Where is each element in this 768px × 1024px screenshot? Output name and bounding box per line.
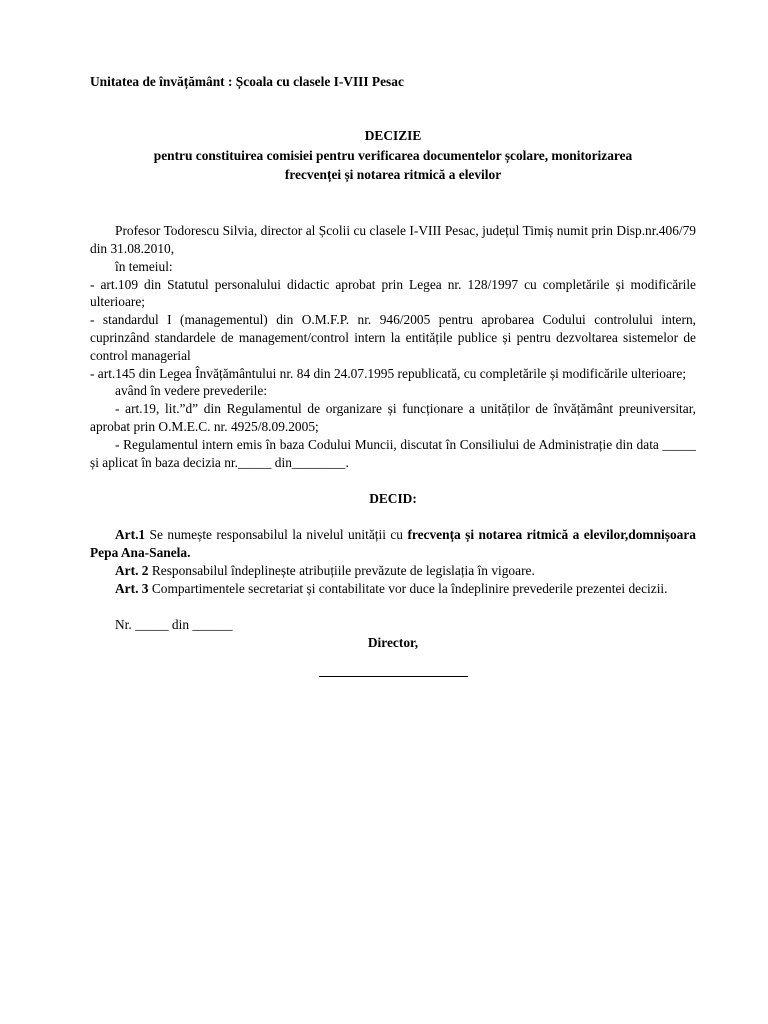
registration-number-line: Nr. _____ din ______	[115, 617, 233, 633]
article-2-label: Art. 2	[115, 562, 149, 578]
article-2	[90, 562, 696, 580]
articles	[90, 526, 696, 597]
document-subtitle-line-2: frecvenței și notarea ritmică a elevilor	[284, 167, 502, 183]
article-3	[90, 580, 696, 598]
intro-paragraph: Profesor Todorescu Silvia, director al Școlii cu clasele I-VIII Pesac, județul Timiș numit prin Disp.nr.406/79 din 31.08.2010,	[90, 223, 696, 256]
article-1-text: Se numește responsabilul la nivelul unității cu	[145, 527, 408, 543]
temei-item-3: - art.145 din Legea Învățământului nr. 84 din 24.07.1995 republicată, cu completările și modificările ulterioare;	[90, 365, 687, 381]
decid-heading: DECID:	[369, 491, 417, 507]
article-2-text: Responsabilul îndeplinește atribuțiile prevăzute de legislația în vigoare.	[148, 562, 535, 578]
document-content	[90, 73, 696, 677]
article-3-text: Compartimentele secretariat și contabilitate vor duce la îndeplinire prevederile prezentei decizii.	[148, 580, 668, 596]
temei-label: în temeiul:	[115, 258, 173, 274]
article-1-label: Art.1	[115, 527, 146, 543]
temei-item-2: - standardul I (managementul) din O.M.F.P. nr. 946/2005 pentru aprobarea Codului controlului intern, cuprinzând standardele de management/control intern la entitățile publice și pentru dezvoltarea sistemelor de control managerial	[90, 312, 696, 363]
article-3-label: Art. 3	[115, 580, 149, 596]
school-unit-line: Unitatea de învățământ : Școala cu clasele I-VIII Pesac	[90, 74, 404, 89]
vedere-label: având în vedere prevederile:	[115, 383, 268, 399]
vedere-item-2: - Regulamentul intern emis în baza Codului Muncii, discutat în Consiliului de Administrație din data _____ și aplicat în baza decizia nr._____ din________.	[90, 436, 696, 470]
signature-line	[319, 676, 468, 677]
document-subtitle-line-1: pentru constituirea comisiei pentru verificarea documentelor școlare, monitorizarea	[153, 147, 633, 163]
temei-item-1: - art.109 din Statutul personalului didactic aprobat prin Legea nr. 128/1997 cu completările și modificările ulterioare;	[90, 276, 696, 310]
vedere-item-1: - art.19, lit.”d” din Regulamentul de organizare și funcționare a unităților de învățământ preuniversitar, aprobat prin O.M.E.C. nr. 4925/8.09.2005;	[90, 401, 696, 434]
preamble	[90, 222, 696, 471]
document-title: DECIZIE	[364, 127, 422, 143]
article-1-bold-text: frecvența și notarea ritmică a elevilor,domnișoara Pepa Ana-Sanela.	[90, 527, 696, 560]
article-1	[90, 526, 696, 562]
director-label: Director,	[367, 635, 419, 651]
